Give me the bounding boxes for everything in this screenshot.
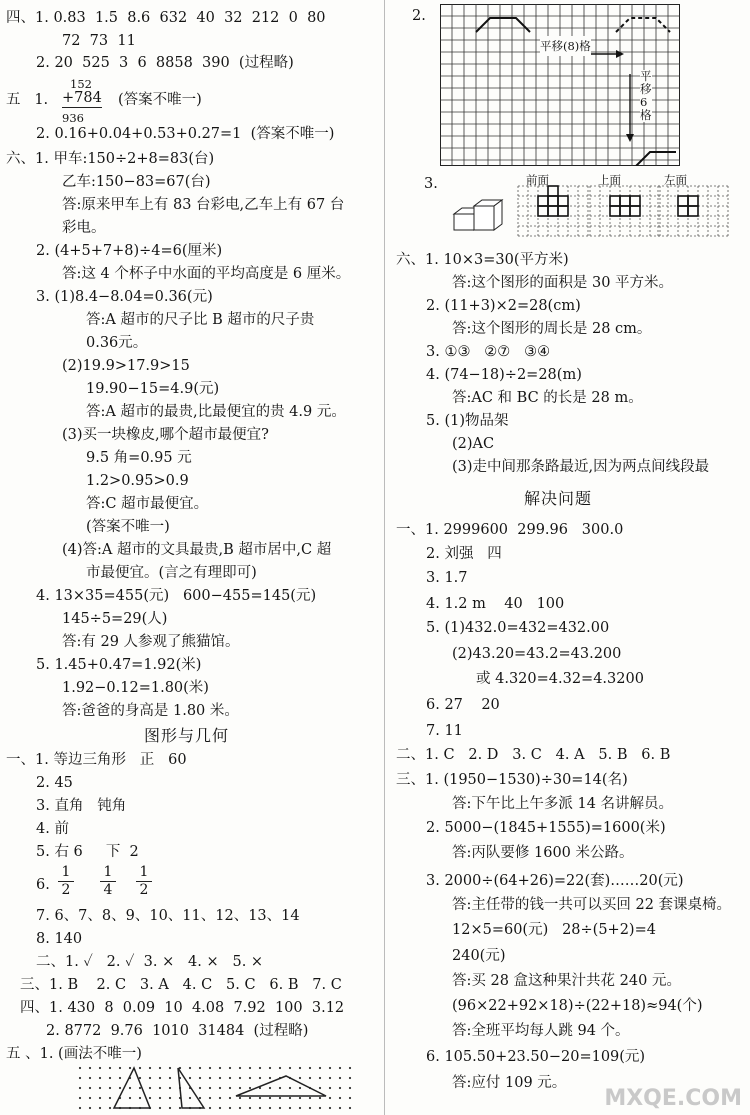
three-views-figure xyxy=(452,184,742,242)
text-line: 答:丙队要修 1600 米公路。 xyxy=(452,845,634,861)
text-line: 8. 140 xyxy=(36,931,83,947)
text-line: 6. 27 20 xyxy=(426,697,500,713)
fraction-numerator: 1 xyxy=(61,864,71,880)
text-line: 四、1. 0.83 1.5 8.6 632 40 32 212 0 80 xyxy=(6,10,326,26)
text-line: 答:A 超市的最贵,比最便宜的贵 4.9 元。 xyxy=(86,404,346,420)
text-line: 答:主任带的钱一共可以买回 22 套课桌椅。 xyxy=(452,897,732,913)
text-line: 7. 11 xyxy=(426,723,463,739)
text-line: 2. 刘强 四 xyxy=(426,546,502,562)
text-line: 12×5=60(元) 28÷(5+2)=4 xyxy=(452,922,656,938)
text-line: (96×22+92×18)÷(22+18)≈94(个) xyxy=(452,998,703,1014)
text-line: 5. 1.45+0.47=1.92(米) xyxy=(36,657,202,673)
fraction xyxy=(136,864,152,899)
text-line: 3. (1)8.4−8.04=0.36(元) xyxy=(36,289,213,305)
text-line: 4. 前 xyxy=(36,821,69,837)
text-line: 答:爸爸的身高是 1.80 米。 xyxy=(62,703,239,719)
watermark: MXQE.COM xyxy=(604,1086,742,1111)
text-line: (2)43.20=43.2=43.200 xyxy=(452,646,622,662)
text-line: 4. 1.2 m 40 100 xyxy=(426,596,565,612)
vertical-calc-add: +784 xyxy=(62,90,102,106)
fraction xyxy=(58,864,74,899)
text-line: 2. 20 525 3 6 8858 390 (过程略) xyxy=(36,55,294,71)
column-separator xyxy=(384,0,385,1115)
text-line: 2. xyxy=(412,8,426,24)
text-line: 145÷5=29(人) xyxy=(62,611,168,627)
text-line: 2. 0.16+0.04+0.53+0.27=1 (答案不唯一) xyxy=(36,126,335,142)
text-line: 六、1. 10×3=30(平方米) xyxy=(396,252,569,268)
fraction-numerator: 1 xyxy=(139,864,149,880)
text-line: 0.36元。 xyxy=(86,335,148,351)
text-line: 五 、1. (画法不唯一) xyxy=(6,1046,142,1062)
text-line: (3)走中间那条路最近,因为两点间线段最 xyxy=(452,459,710,475)
view-label-front: 前面 xyxy=(526,173,549,187)
text-line: 5. (1)432.0=432=432.00 xyxy=(426,620,610,636)
text-line: 答:下午比上午多派 14 名讲解员。 xyxy=(452,796,674,812)
text-line: 答:这 4 个杯子中水面的平均高度是 6 厘米。 xyxy=(62,266,351,282)
text-line: 5. 右 6 下 2 xyxy=(36,844,139,860)
view-label-left: 左面 xyxy=(664,173,687,187)
text-line: 3. 2000÷(64+26)=22(套)……20(元) xyxy=(426,873,684,889)
text-line: 或 4.320=4.32=4.3200 xyxy=(476,671,644,687)
text-line: 答:买 28 盒这种果汁共花 240 元。 xyxy=(452,973,681,989)
text-line: 2. (11+3)×2=28(cm) xyxy=(426,298,581,314)
text-line: 2. 8772 9.76 1010 31484 (过程略) xyxy=(46,1023,309,1039)
text-line: (答案不唯一) xyxy=(86,519,170,535)
text-line: 2. (4+5+7+8)÷4=6(厘米) xyxy=(36,243,223,259)
translate-label-vertical: 平移6格 xyxy=(640,69,652,122)
text-line: 二、1. C 2. D 3. C 4. A 5. B 6. B xyxy=(396,747,671,763)
text-line: 5. (1)物品架 xyxy=(426,413,509,429)
text-line: 五 1. xyxy=(6,92,49,108)
text-line: (3)买一块橡皮,哪个超市最便宜? xyxy=(62,427,269,443)
text-line: 六、1. 甲车:150÷2+8=83(台) xyxy=(6,151,215,167)
text-line: 一、1. 等边三角形 正 60 xyxy=(6,752,187,768)
text-line: 1.92−0.12=1.80(米) xyxy=(62,680,209,696)
vertical-calc-result: 936 xyxy=(62,111,84,125)
translate-label-horizontal: 平移(8)格 xyxy=(540,36,591,56)
triangle-dot-grid xyxy=(78,1066,356,1110)
cube-stack xyxy=(454,200,502,230)
text-line: 2. 5000−(1845+1555)=1600(米) xyxy=(426,820,666,836)
text-line: 答:C 超市最便宜。 xyxy=(86,496,209,512)
text-line: 答:有 29 人参观了熊猫馆。 xyxy=(62,634,240,650)
text-line: 答:这个图形的面积是 30 平方米。 xyxy=(452,275,674,291)
text-line: 四、1. 430 8 0.09 10 4.08 7.92 100 3.12 xyxy=(20,1000,345,1016)
fraction-denominator: 2 xyxy=(58,881,74,899)
text-line: 市最便宜。(言之有理即可) xyxy=(86,565,257,581)
text-line: 4. 13×35=455(元) 600−455=145(元) xyxy=(36,588,317,604)
text-line: 答:原来甲车上有 83 台彩电,乙车上有 67 台 xyxy=(62,197,345,213)
triangle-obtuse xyxy=(236,1076,326,1096)
text-line: 3. 1.7 xyxy=(426,570,468,586)
text-line: 3. xyxy=(424,176,438,192)
text-line: 6. xyxy=(36,877,50,893)
text-line: 乙车:150−83=67(台) xyxy=(62,174,211,190)
section-heading-problem-solving: 解决问题 xyxy=(524,489,593,508)
text-line: 3. ①③ ②⑦ ③④ xyxy=(426,344,551,360)
shape-original xyxy=(476,18,530,32)
fraction-denominator: 2 xyxy=(136,881,152,899)
text-line: 4. (74−18)÷2=28(m) xyxy=(426,367,582,383)
fraction-numerator: 1 xyxy=(103,864,113,880)
text-line: 19.90−15=4.9(元) xyxy=(86,381,220,397)
text-line: 彩电。 xyxy=(62,220,106,236)
text-line: (2)AC xyxy=(452,436,495,452)
text-line: 6. 105.50+23.50−20=109(元) xyxy=(426,1049,646,1065)
text-line: 3. 直角 钝角 xyxy=(36,798,127,814)
text-line: 9.5 角=0.95 元 xyxy=(86,450,192,466)
text-line: 72 73 11 xyxy=(62,33,136,49)
fraction-denominator: 4 xyxy=(100,881,116,899)
view-label-top: 上面 xyxy=(598,173,621,187)
text-line: 7. 6、7、8、9、10、11、12、13、14 xyxy=(36,908,300,924)
text-line: (4)答:A 超市的文具最贵,B 超市居中,C 超 xyxy=(62,542,332,558)
text-line: 一、1. 2999600 299.96 300.0 xyxy=(396,522,624,538)
text-line: 1.2>0.95>0.9 xyxy=(86,473,189,489)
shape-moved-right xyxy=(616,18,670,32)
text-line: (答案不唯一) xyxy=(118,92,202,108)
text-line: 答:应付 109 元。 xyxy=(452,1075,567,1091)
text-line: 240(元) xyxy=(452,948,506,964)
text-line: 二、1. ✓ 2. ✓ 3. × 4. × 5. × xyxy=(36,954,264,970)
text-line: 2. 45 xyxy=(36,775,73,791)
text-line: 三、1. B 2. C 3. A 4. C 5. C 6. B 7. C xyxy=(20,977,342,993)
fraction xyxy=(100,864,116,899)
text-line: 答:这个图形的周长是 28 cm。 xyxy=(452,321,652,337)
text-line: 答:A 超市的尺子比 B 超市的尺子贵 xyxy=(86,312,315,328)
text-line: 三、1. (1950−1530)÷30=14(名) xyxy=(396,772,628,788)
vertical-calc-top: 152 xyxy=(70,77,92,91)
text-line: (2)19.9>17.9>15 xyxy=(62,358,190,374)
section-heading-geometry: 图形与几何 xyxy=(144,726,230,745)
text-line: 答:AC 和 BC 的长是 28 m。 xyxy=(452,390,643,406)
text-line: 答:全班平均每人跳 94 个。 xyxy=(452,1023,630,1039)
